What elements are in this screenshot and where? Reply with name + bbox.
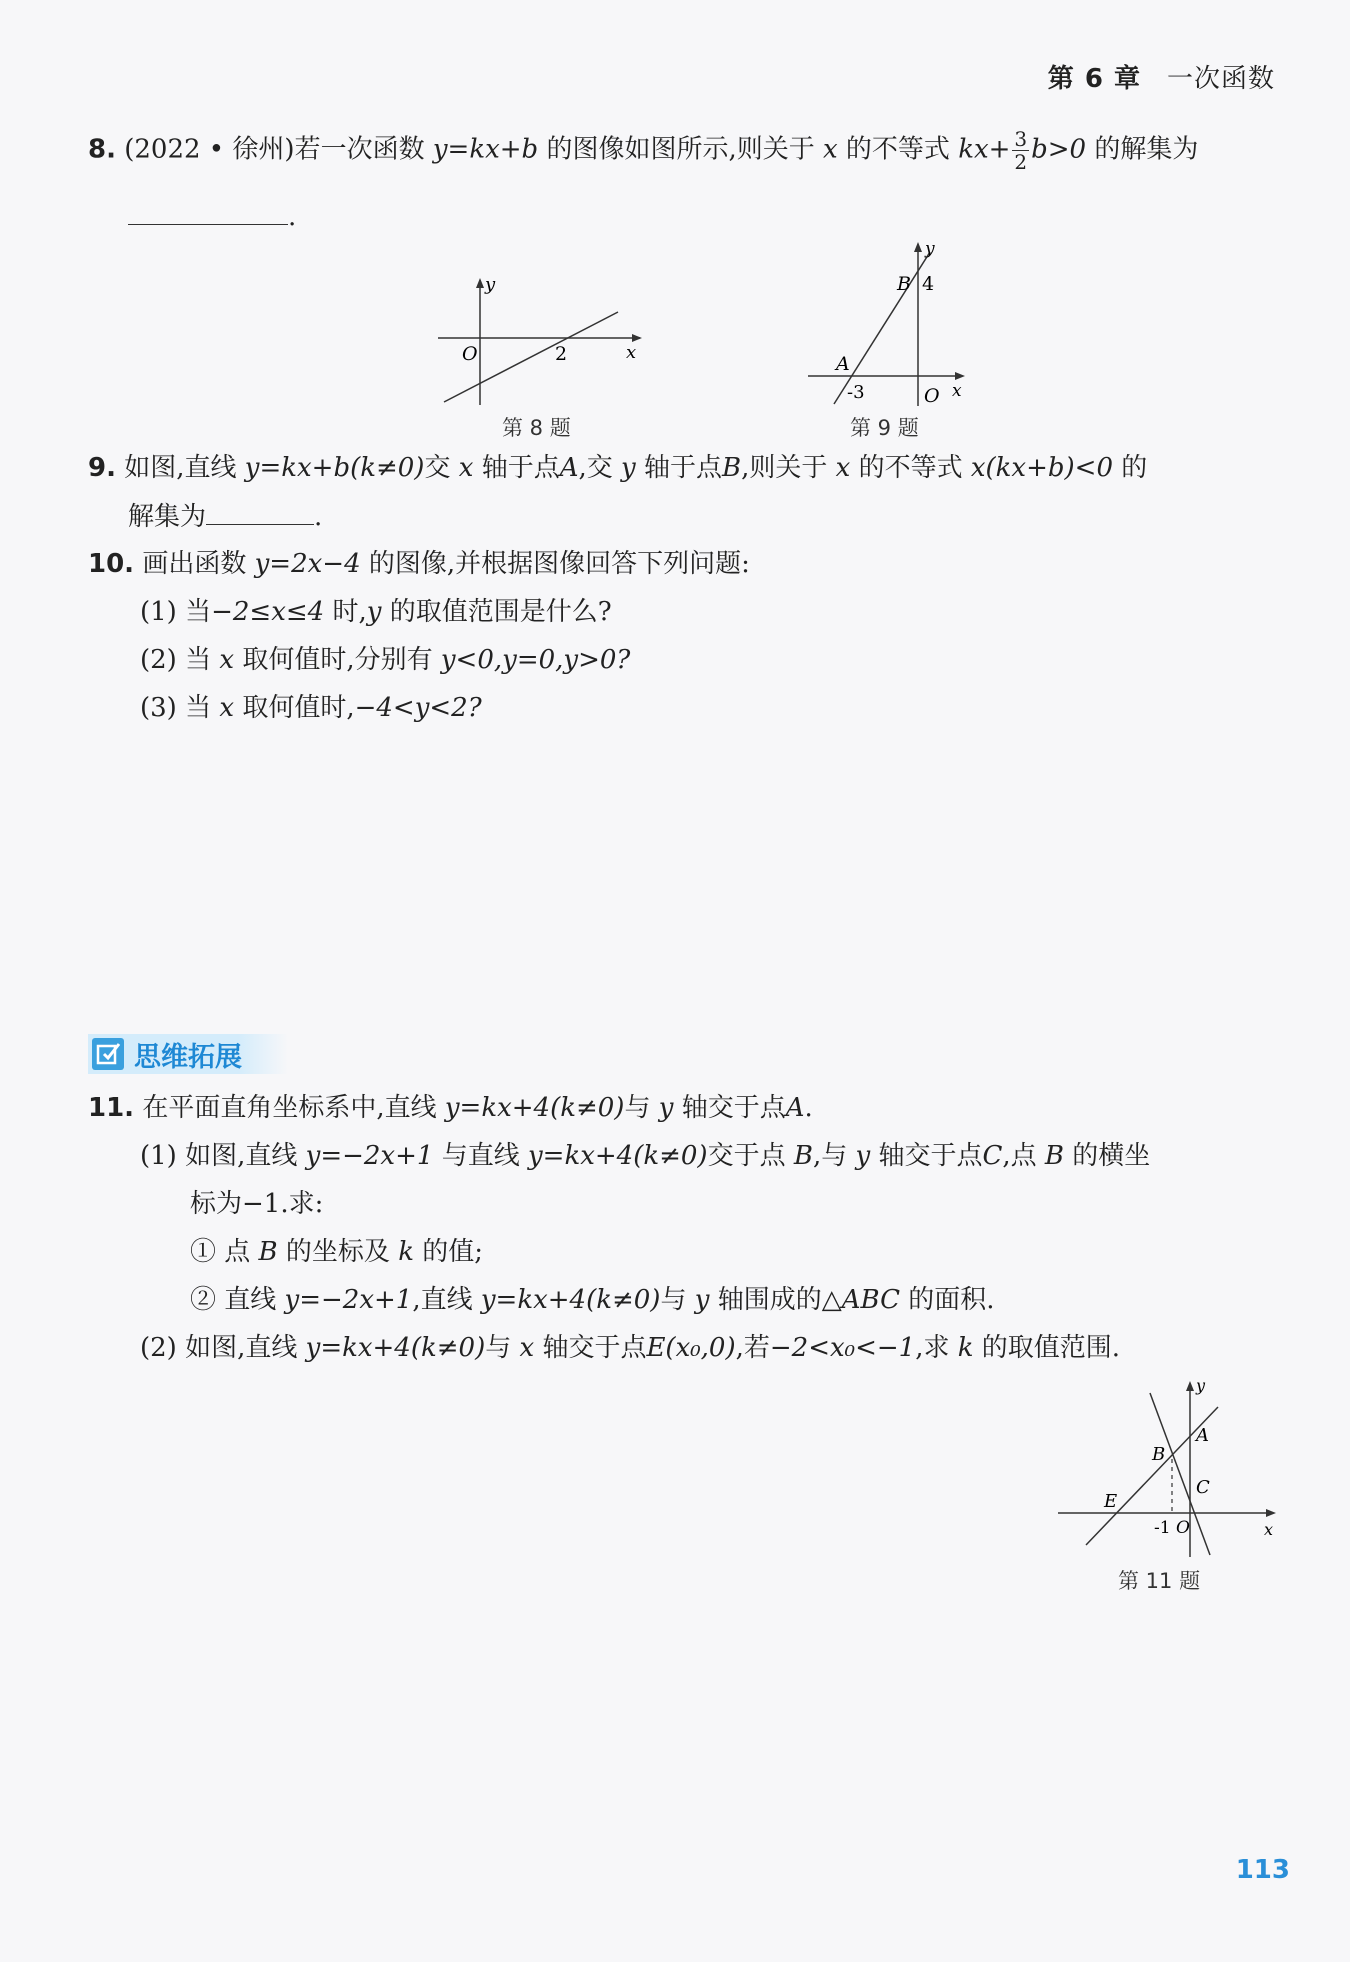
text: 轴交于点	[542, 1333, 647, 1363]
text: ,求	[915, 1333, 950, 1363]
answer-blank[interactable]	[128, 198, 288, 225]
text: 取何值时,分别有	[242, 645, 433, 675]
text: 与	[660, 1285, 687, 1315]
text: 与直线	[441, 1141, 520, 1171]
formula: y=kx+4(k≠0)	[480, 1285, 661, 1315]
fraction	[1012, 128, 1029, 173]
figure-8	[430, 270, 650, 410]
origin-label: O	[462, 343, 478, 365]
text: (2) 当	[140, 645, 212, 675]
text: 与	[485, 1333, 512, 1363]
text: .	[314, 502, 323, 532]
y-label: y	[485, 274, 496, 295]
text: 的解集为	[1094, 134, 1199, 165]
text: ,直线	[412, 1285, 473, 1315]
text: 的值;	[422, 1237, 483, 1267]
variable: y	[366, 597, 382, 627]
answer-line-8	[128, 198, 296, 235]
text: 的不等式	[845, 134, 950, 165]
point-e-label: E	[1104, 1491, 1118, 1512]
answer-blank[interactable]	[206, 498, 314, 525]
question-source: (2022 • 徐州)	[124, 134, 295, 165]
question-number: 8.	[88, 134, 116, 165]
y-axis-arrow	[1186, 1381, 1194, 1391]
y-label: y	[1196, 1376, 1206, 1395]
question-number: 9.	[88, 453, 116, 483]
text: ,与	[812, 1141, 848, 1171]
fraction-denominator: 2	[1014, 150, 1028, 174]
text: 轴于点	[481, 453, 560, 483]
point-label: B	[722, 453, 742, 483]
question-11-sub-2	[190, 1282, 995, 1318]
x-label: x	[952, 381, 962, 401]
formula: y=kx+b	[432, 134, 539, 165]
pencil-check-icon	[92, 1038, 124, 1070]
variable: y	[694, 1285, 710, 1315]
question-8	[88, 128, 1198, 173]
text: 取何值时,	[242, 693, 355, 723]
origin-label: O	[924, 385, 940, 407]
text: 交于点	[707, 1141, 786, 1171]
variable: y	[855, 1141, 871, 1171]
variable: y	[658, 1093, 674, 1123]
text: 轴围成的△	[717, 1285, 842, 1315]
chapter-title: 一次函数	[1166, 64, 1275, 94]
text: 若一次函数	[294, 134, 425, 165]
variable: x	[835, 453, 851, 483]
text: 解集为	[128, 502, 207, 532]
tick-label: -1	[1154, 1518, 1171, 1538]
text: ① 点	[190, 1237, 251, 1267]
variable: x	[219, 645, 235, 675]
condition: −4<y<2?	[354, 693, 482, 723]
text: ,交	[578, 453, 613, 483]
text: (1) 如图,直线	[140, 1141, 298, 1171]
point-label: C	[982, 1141, 1003, 1171]
condition: y<0,y=0,y>0?	[440, 645, 631, 675]
text: 的坐标及	[285, 1237, 390, 1267]
formula: y=−2x+1	[305, 1141, 434, 1171]
page-number: 113	[1235, 1855, 1290, 1885]
variable: x	[219, 693, 235, 723]
question-9	[88, 450, 1147, 486]
x-axis-arrow	[632, 334, 642, 342]
figure-9	[800, 238, 980, 410]
figure-11	[1050, 1375, 1290, 1565]
text: ,则关于	[741, 453, 828, 483]
variable: y	[621, 453, 636, 483]
text: 的面积.	[908, 1285, 995, 1315]
question-10-part-2	[140, 642, 630, 678]
variable: x	[519, 1333, 535, 1363]
question-number: 10.	[88, 549, 135, 579]
chapter-header	[1048, 58, 1275, 95]
x-label: x	[626, 342, 637, 363]
point-label: B	[793, 1141, 813, 1171]
text: .	[804, 1093, 813, 1123]
question-10	[88, 546, 750, 582]
text: (3) 当	[140, 693, 212, 723]
text: 轴交于点	[878, 1141, 983, 1171]
text: ,点	[1002, 1141, 1037, 1171]
text: 在平面直角坐标系中,直线	[142, 1093, 437, 1123]
question-11-sub-1	[190, 1234, 483, 1270]
text: 与	[624, 1093, 651, 1123]
text: 标为−1.求:	[190, 1189, 324, 1219]
text: 的图像,并根据图像回答下列问题:	[368, 549, 750, 579]
x-intercept-label: 2	[555, 343, 568, 365]
text: 的	[1121, 453, 1148, 483]
point-a-label: A	[836, 353, 850, 375]
text: 的取值范围是什么?	[389, 597, 612, 627]
b-value-label: 4	[922, 273, 935, 295]
section-title: 思维拓展	[134, 1041, 242, 1073]
y-axis-arrow	[476, 278, 484, 288]
text: 如图,直线	[124, 453, 237, 483]
point-b-label: B	[1152, 1444, 1166, 1465]
y-axis-arrow	[914, 242, 922, 252]
y-label: y	[925, 239, 935, 259]
inequality-part: kx+	[958, 134, 1011, 165]
point-label: E(x₀,0)	[646, 1333, 736, 1363]
variable: x	[458, 453, 474, 483]
variable: k	[398, 1237, 414, 1267]
question-11-part-2	[140, 1330, 1120, 1366]
formula: y=kx+4(k≠0)	[305, 1333, 486, 1363]
figure-8-caption: 第 8 题	[502, 416, 571, 440]
text: 画出函数	[142, 549, 247, 579]
text: (2) 如图,直线	[140, 1333, 298, 1363]
text: 的图像如图所示,则关于	[546, 134, 815, 165]
text: ② 直线	[190, 1285, 277, 1315]
text: 的横坐	[1072, 1141, 1151, 1171]
question-10-part-1	[140, 594, 612, 630]
question-9-line-2	[128, 498, 322, 535]
question-number: 11.	[88, 1093, 135, 1123]
text: 轴交于点	[681, 1093, 786, 1123]
question-11-part-1-line-2	[190, 1186, 323, 1222]
formula: y=kx+b(k≠0)	[244, 453, 425, 483]
origin-label: O	[1176, 1518, 1190, 1538]
section-heading	[88, 1034, 288, 1074]
point-label: B	[1044, 1141, 1065, 1171]
question-11-part-1	[140, 1138, 1150, 1174]
formula: y=−2x+1	[284, 1285, 413, 1315]
question-10-part-3	[140, 690, 482, 726]
a-value-label: -3	[847, 382, 865, 403]
inequality: x(kx+b)<0	[970, 453, 1113, 483]
text: 的取值范围.	[981, 1333, 1121, 1363]
condition: −2≤x≤4	[211, 597, 325, 627]
text: ,若	[735, 1333, 770, 1363]
text: 轴于点	[643, 453, 722, 483]
text: .	[288, 202, 297, 232]
point-label: B	[258, 1237, 278, 1267]
point-c-label: C	[1196, 1477, 1210, 1498]
text: (1) 当	[140, 597, 212, 627]
point-label: A	[785, 1093, 805, 1123]
chapter-number: 第 6 章	[1047, 64, 1141, 94]
formula: y=2x−4	[254, 549, 361, 579]
text: 交	[424, 453, 451, 483]
point-label: A	[559, 453, 579, 483]
text: 的不等式	[858, 453, 963, 483]
condition: −2<x₀<−1	[769, 1333, 916, 1363]
x-label: x	[1264, 1520, 1274, 1539]
text: 时,	[332, 597, 367, 627]
figure-9-caption: 第 9 题	[850, 416, 919, 440]
formula: y=kx+4(k≠0)	[527, 1141, 708, 1171]
triangle-label: ABC	[841, 1285, 900, 1315]
formula: y=kx+4(k≠0)	[444, 1093, 625, 1123]
question-11	[88, 1090, 813, 1126]
inequality-part: b>0	[1031, 134, 1087, 165]
point-b-label: B	[897, 273, 911, 295]
variable: k	[957, 1333, 974, 1363]
x-axis-arrow	[1266, 1509, 1276, 1517]
x-axis-arrow	[955, 372, 965, 380]
point-a-label: A	[1196, 1425, 1209, 1446]
figure-11-caption: 第 11 题	[1118, 1569, 1201, 1593]
fraction-numerator: 3	[1014, 127, 1028, 151]
variable: x	[822, 134, 838, 165]
